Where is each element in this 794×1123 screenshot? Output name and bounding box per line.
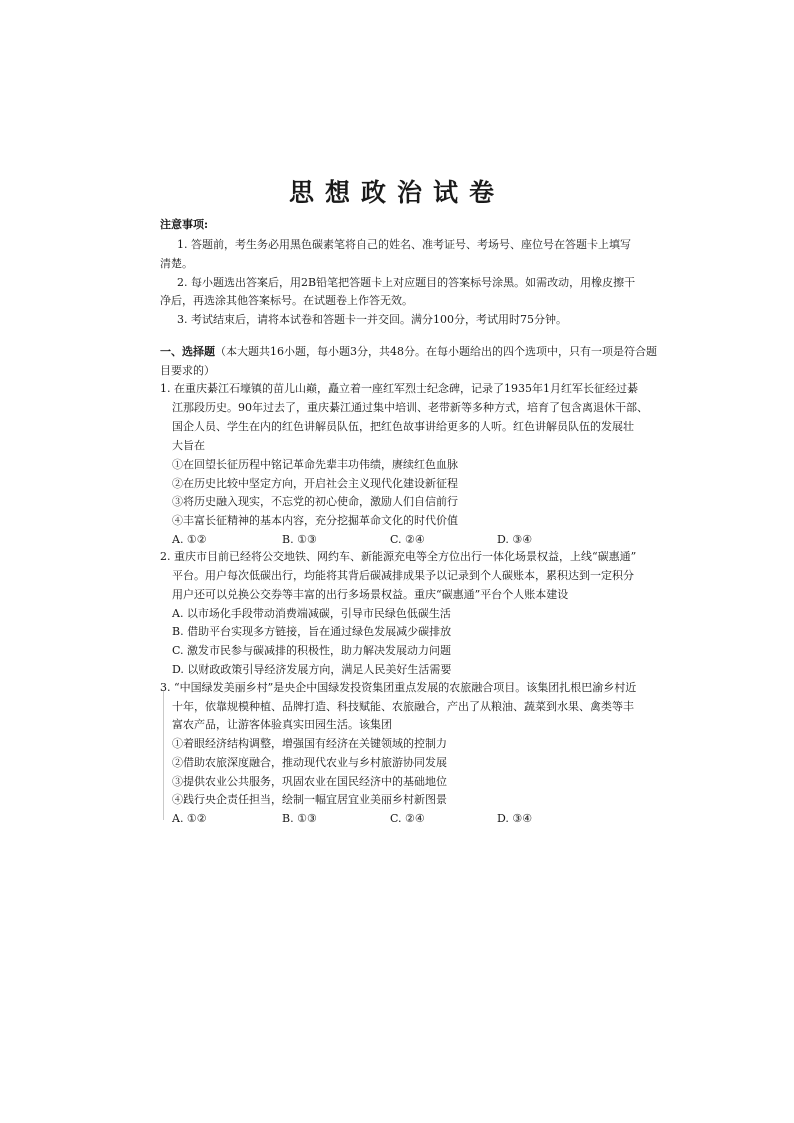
question-3-option: ②借助农旅深度融合，推动现代农业与乡村旅游协同发展 xyxy=(172,756,447,769)
question-3-choice-b: B. ①③ xyxy=(282,812,317,825)
scan-margin-line xyxy=(163,690,164,820)
notice-item-2: 2. 每小题选出答案后，用2B铅笔把答题卡上对应题目的答案标号涂黑。如需改动，用橡皮擦干 xyxy=(177,276,636,289)
question-3-stem: 3. “中国绿发美丽乡村”是央企中国绿发投资集团重点发展的农旅融合项目。该集团扎根巴渝乡村近 xyxy=(160,681,637,694)
question-2-option-d: D. 以财政政策引导经济发展方向，满足人民美好生活需要 xyxy=(172,663,452,676)
question-1-stem: 江那段历史。90年过去了，重庆綦江通过集中培训、老带新等多种方式，培育了包含离退休干部、 xyxy=(172,401,648,414)
section-description: （本大题共16小题，每小题3分，共48分。在每小题给出的四个选项中，只有一项是符合题 xyxy=(215,345,657,358)
notice-item-1: 1. 答题前，考生务必用黑色碳素笔将自己的姓名、准考证号、考场号、座位号在答题卡上填写 xyxy=(177,238,631,251)
question-2-stem: 2. 重庆市目前已经将公交地铁、网约车、新能源充电等全方位出行一体化场景权益，上线“碳惠通” xyxy=(160,550,637,563)
question-3-stem: 十年，依靠规模种植、品牌打造、科技赋能、农旅融合，产出了从粮油、蔬菜到水果、禽类等丰 xyxy=(172,700,634,713)
notice-heading: 注意事项: xyxy=(160,218,209,231)
page-title: 思想政治试卷 xyxy=(288,178,505,207)
question-2-option-a: A. 以市场化手段带动消费端减碳，引导市民绿色低碳生活 xyxy=(172,607,451,620)
question-1-option: ②在历史比较中坚定方向，开启社会主义现代化建设新征程 xyxy=(172,477,458,490)
question-1-choice-b: B. ①③ xyxy=(282,533,317,546)
section-heading: 一、选择题 xyxy=(160,345,215,358)
question-3-choice-a: A. ①② xyxy=(172,812,207,825)
question-1-stem: 大旨在 xyxy=(172,439,205,452)
section-header xyxy=(160,345,657,359)
question-3-stem: 富农产品，让游客体验真实田园生活。该集团 xyxy=(172,718,392,731)
question-1-stem: 国企人员、学生在内的红色讲解员队伍，把红色故事讲给更多的人听。红色讲解员队伍的发展壮 xyxy=(172,420,634,433)
question-2-stem: 用户还可以兑换公交券等丰富的出行多场景权益。重庆“碳惠通”平台个人账本建设 xyxy=(172,588,569,601)
notice-item-1-cont: 清楚。 xyxy=(160,257,193,270)
question-2-option-b: B. 借助平台实现多方链接，旨在通过绿色发展减少碳排放 xyxy=(172,625,452,638)
section-description-cont: 目要求的） xyxy=(160,364,215,377)
question-3-option: ④践行央企责任担当，绘制一幅宜居宜业美丽乡村新图景 xyxy=(172,793,447,806)
question-3-choice-d: D. ③④ xyxy=(497,812,533,825)
question-1-choice-c: C. ②④ xyxy=(390,533,425,546)
question-1-stem: 1. 在重庆綦江石壕镇的苗儿山巅，矗立着一座红军烈士纪念碑，记录了1935年1月红军长征经过綦 xyxy=(160,382,638,395)
question-3-option: ③提供农业公共服务，巩固农业在国民经济中的基础地位 xyxy=(172,775,447,788)
notice-item-2-cont: 净后，再选涂其他答案标号。在试题卷上作答无效。 xyxy=(160,294,413,307)
question-1-option: ③将历史融入现实，不忘党的初心使命，激励人们自信前行 xyxy=(172,495,458,508)
notice-item-3: 3. 考试结束后，请将本试卷和答题卡一并交回。满分100分，考试用时75分钟。 xyxy=(177,313,567,326)
question-3-choice-c: C. ②④ xyxy=(390,812,425,825)
question-1-option: ④丰富长征精神的基本内容，充分挖掘革命文化的时代价值 xyxy=(172,514,458,527)
question-2-option-c: C. 激发市民参与碳减排的积极性，助力解决发展动力问题 xyxy=(172,644,452,657)
question-1-choice-a: A. ①② xyxy=(172,533,207,546)
question-2-stem: 平台。用户每次低碳出行，均能将其背后碳减排成果予以记录到个人碳账本，累积达到一定积分 xyxy=(172,569,634,582)
question-1-option: ①在回望长征历程中铭记革命先辈丰功伟绩，赓续红色血脉 xyxy=(172,458,458,471)
question-3-option: ①着眼经济结构调整，增强国有经济在关键领域的控制力 xyxy=(172,737,447,750)
question-1-choice-d: D. ③④ xyxy=(497,533,533,546)
